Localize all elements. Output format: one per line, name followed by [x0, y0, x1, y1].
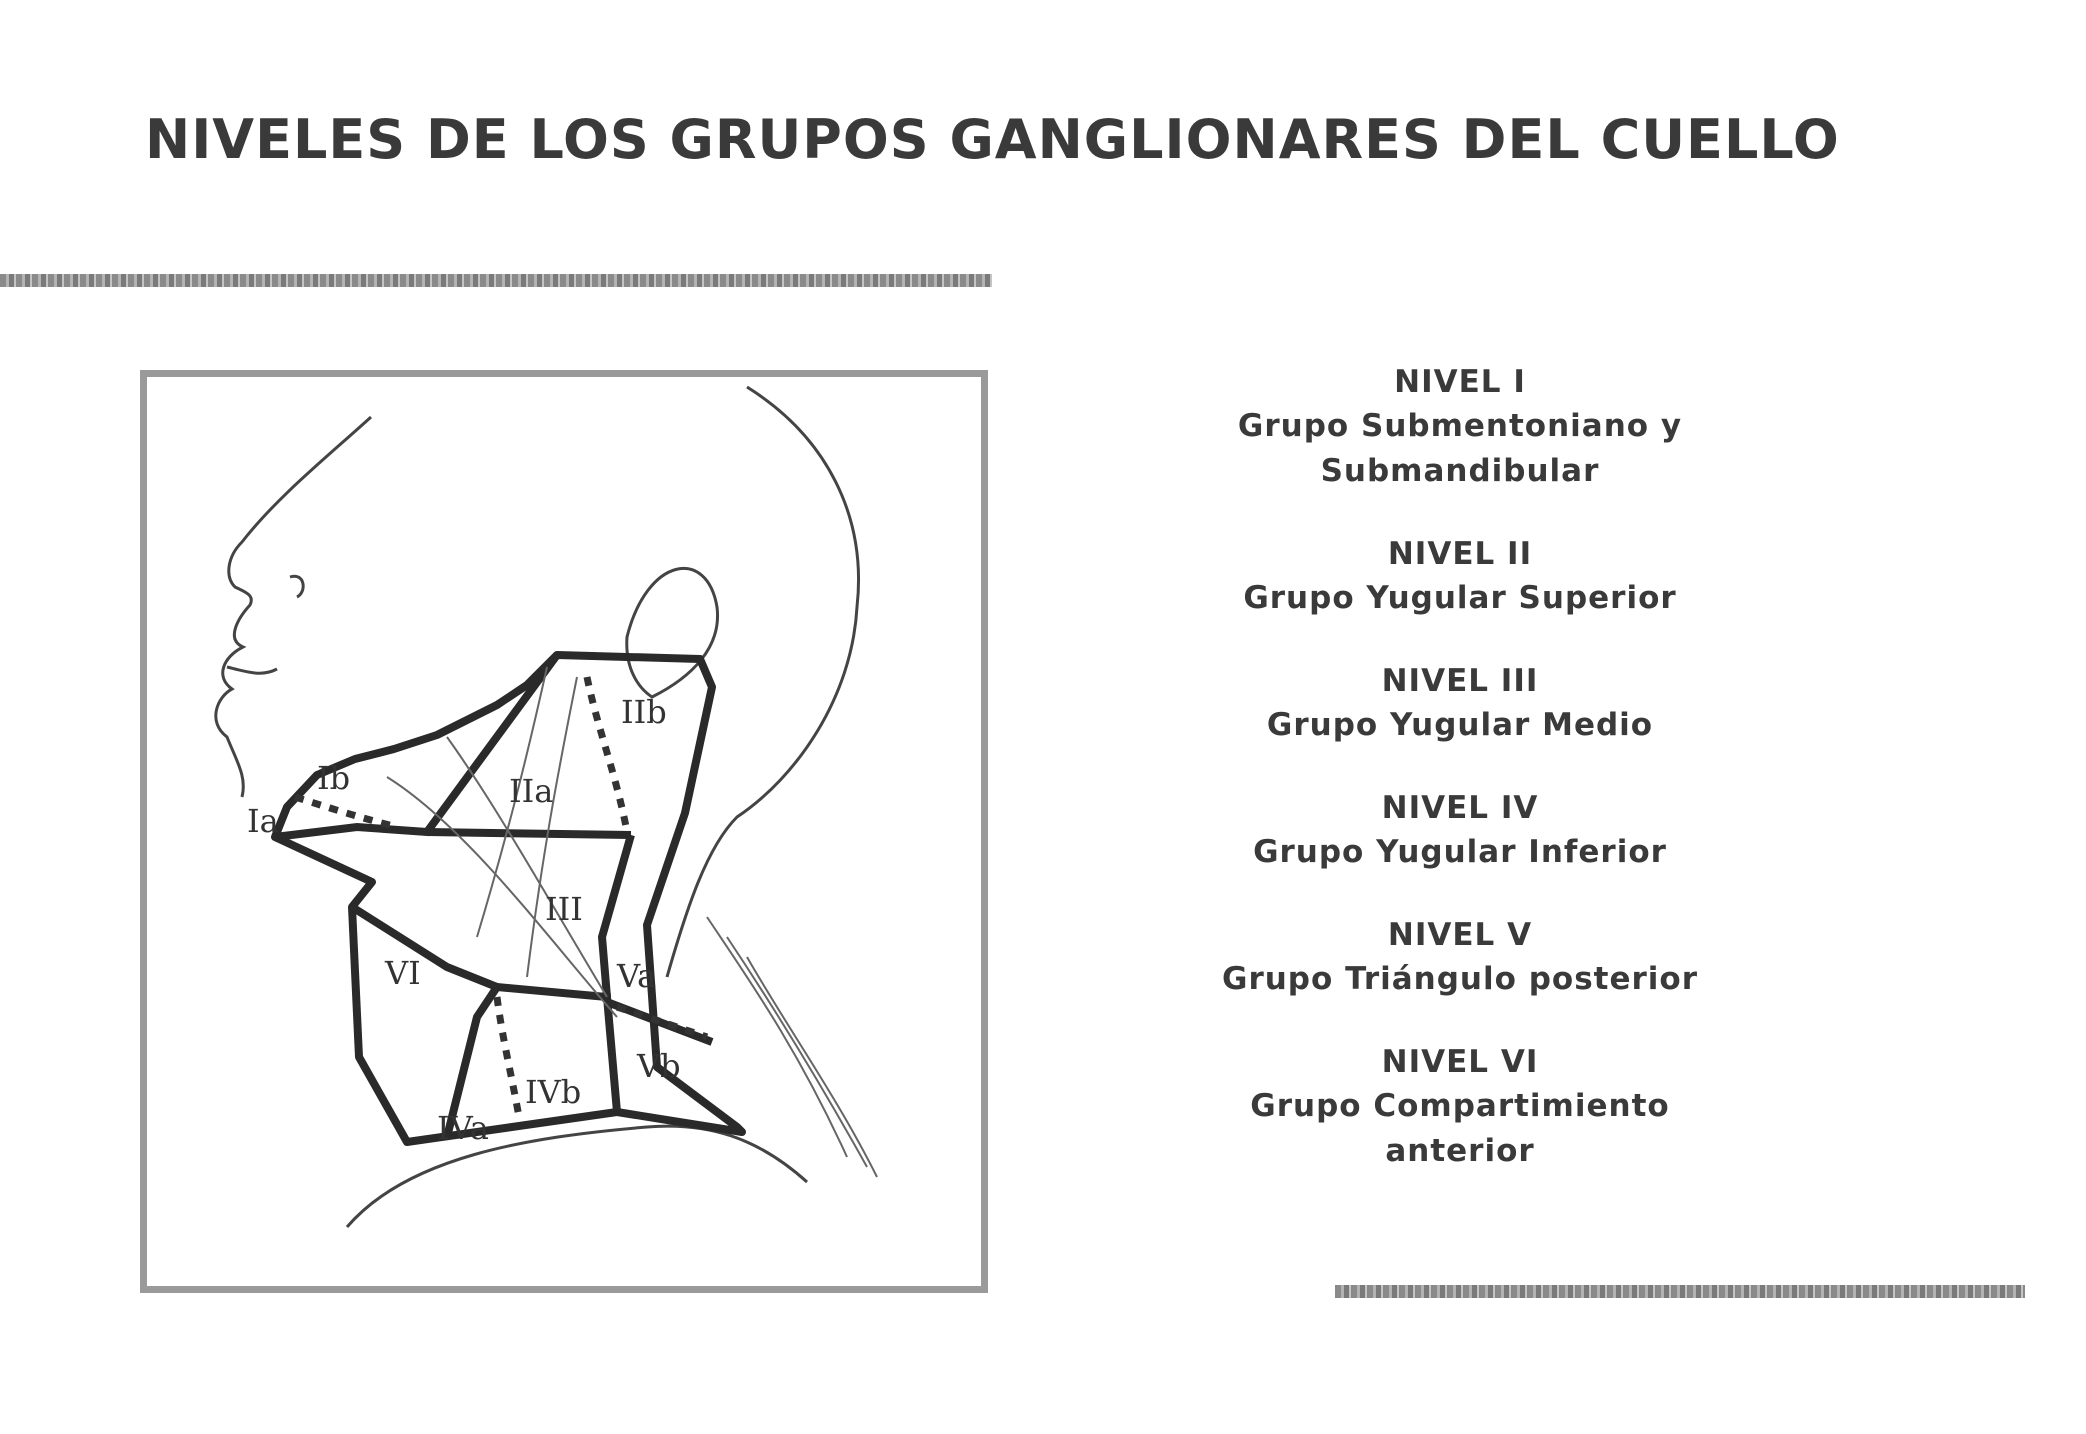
- neck-illustration: [147, 377, 981, 1286]
- dotted-line-iv: [497, 997, 519, 1117]
- label-ia: Ia: [247, 802, 279, 840]
- level-item: [1200, 532, 1720, 621]
- level-name: NIVEL V: [1387, 917, 1533, 953]
- level-item: [1200, 913, 1720, 1002]
- level-item: [1200, 786, 1720, 875]
- label-ivb: IVb: [525, 1073, 582, 1111]
- top-divider: [0, 274, 992, 287]
- level-item: [1200, 659, 1720, 748]
- level-name: NIVEL II: [1387, 536, 1533, 572]
- nostril: [290, 576, 303, 597]
- level-name: NIVEL I: [1394, 364, 1526, 400]
- level-item: [1200, 1040, 1720, 1174]
- shoulder-lines: [707, 917, 877, 1177]
- head-outline: [216, 417, 371, 797]
- dotted-line-ib: [295, 797, 397, 827]
- level-description: Grupo Yugular Superior: [1243, 580, 1677, 616]
- level-description: Grupo Triángulo posterior: [1222, 961, 1698, 997]
- level-description: Grupo Submentoniano y Submandibular: [1237, 408, 1683, 489]
- label-vi: VI: [385, 954, 421, 992]
- label-iva: IVa: [437, 1109, 489, 1147]
- bottom-divider: [1335, 1285, 2025, 1298]
- level-description: Grupo Yugular Inferior: [1253, 834, 1667, 870]
- level-description: Grupo Yugular Medio: [1266, 707, 1654, 743]
- label-va: Va: [617, 957, 657, 995]
- boundary-vi: [352, 907, 497, 1137]
- level-name: NIVEL VI: [1381, 1044, 1539, 1080]
- page-title: NIVELES DE LOS GRUPOS GANGLIONARES DEL CUELLO: [145, 108, 1840, 171]
- label-vb: Vb: [637, 1047, 681, 1085]
- level-description: Grupo Compartimiento anterior: [1250, 1088, 1670, 1169]
- label-iii: III: [545, 890, 583, 928]
- neck-diagram: [140, 370, 988, 1293]
- mouth-line: [227, 667, 277, 673]
- level-item: [1200, 360, 1720, 494]
- muscle-lines: [387, 667, 617, 1017]
- back-of-head: [667, 387, 859, 977]
- label-ib: Ib: [317, 759, 351, 797]
- level-name: NIVEL IV: [1381, 790, 1539, 826]
- levels-legend: [1200, 360, 1720, 1212]
- level-name: NIVEL III: [1381, 663, 1539, 699]
- label-iia: IIa: [509, 772, 554, 810]
- label-iib: IIb: [621, 693, 667, 731]
